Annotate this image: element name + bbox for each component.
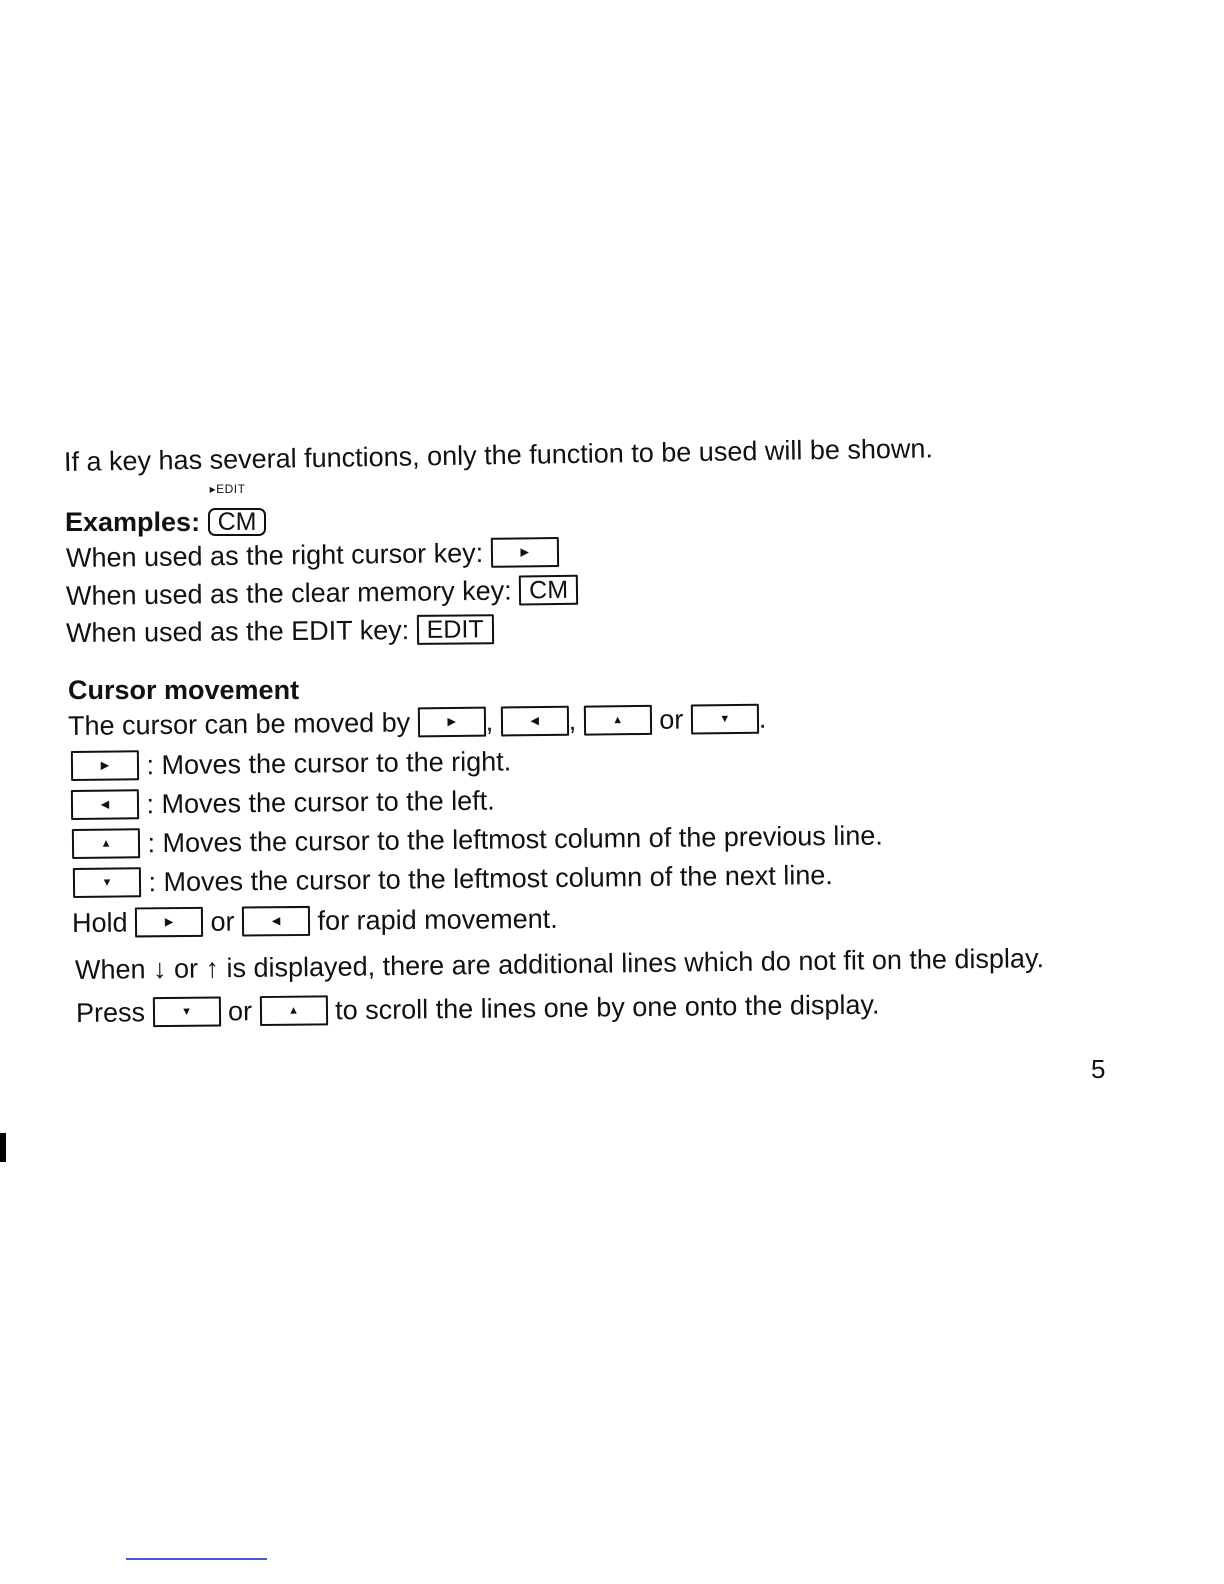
scan-margin-mark: [0, 1133, 6, 1162]
colon: :: [146, 750, 155, 781]
intro-text: If a key has several functions, only the function to be used will be shown.: [63, 433, 934, 477]
examples-label: Examples:: [65, 507, 201, 537]
separator: or: [659, 704, 684, 735]
left-arrow-key-icon: ◀: [242, 906, 310, 937]
example-line-right-cursor: [66, 534, 559, 576]
edit-key: EDIT: [417, 614, 494, 645]
desc-text: Moves the cursor to the right.: [161, 746, 512, 781]
down-arrow-key-icon: ▼: [73, 867, 141, 898]
cursor-movement-heading: Cursor movement: [68, 675, 300, 705]
scroll-line-1: When ↓ or ↑ is displayed, there are additional lines which do not fit on the display.: [74, 943, 1045, 985]
cursor-desc-down: [73, 857, 833, 901]
separator: ,: [568, 705, 577, 736]
desc-text: Moves the cursor to the leftmost column of the previous line.: [162, 820, 884, 859]
colon: :: [146, 789, 155, 820]
cm-edit-key-example: [208, 482, 267, 540]
cm-key: CM: [519, 575, 578, 606]
or-text: or: [210, 906, 235, 937]
example-text: When used as the EDIT key:: [65, 615, 410, 648]
page-number: 5: [1091, 1054, 1106, 1084]
footer-rule: [126, 1558, 267, 1560]
cursor-desc-right: [71, 743, 512, 784]
colon: :: [147, 828, 156, 859]
or-text: or: [227, 996, 253, 1027]
right-arrow-key-icon: ▶: [71, 750, 139, 781]
separator: ,: [485, 706, 494, 737]
up-arrow-key-icon: ▲: [584, 705, 652, 736]
right-arrow-key-icon: ▶: [135, 907, 203, 938]
key-shift-label: ▸EDIT: [209, 482, 246, 496]
desc-text: Moves the cursor to the left.: [161, 785, 495, 820]
press-text: Press: [75, 997, 146, 1028]
right-arrow-key-icon: ▶: [491, 537, 559, 568]
desc-text: Moves the cursor to the leftmost column of the next line.: [163, 860, 833, 898]
scroll-line-2: [76, 987, 880, 1031]
cursor-intro-text: The cursor can be moved by: [67, 707, 411, 741]
up-arrow-key-icon: ▲: [72, 828, 140, 859]
hold-text: Hold: [71, 907, 128, 938]
cursor-intro-line: [68, 701, 767, 744]
hold-suffix: for rapid movement.: [317, 903, 558, 936]
down-arrow-key-icon: ▼: [691, 704, 759, 735]
press-suffix: to scroll the lines one by one onto the display.: [334, 989, 880, 1026]
up-arrow-key-icon: ▲: [259, 995, 327, 1026]
separator: .: [758, 703, 767, 734]
left-arrow-key-icon: ◀: [501, 706, 569, 737]
cursor-desc-up: [72, 818, 883, 862]
cursor-hold-line: [72, 901, 558, 941]
example-text: When used as the clear memory key:: [65, 575, 512, 611]
example-line-edit: [66, 611, 494, 651]
examples-line: [65, 482, 266, 540]
down-arrow-key-icon: ▼: [152, 996, 220, 1027]
example-line-clear-memory: [66, 572, 578, 614]
cursor-desc-left: [71, 783, 495, 823]
left-arrow-key-icon: ◀: [71, 789, 139, 820]
right-arrow-key-icon: ▶: [418, 707, 486, 738]
colon: :: [148, 867, 157, 898]
cm-key: CM: [208, 508, 267, 536]
example-text: When used as the right cursor key:: [65, 537, 484, 573]
